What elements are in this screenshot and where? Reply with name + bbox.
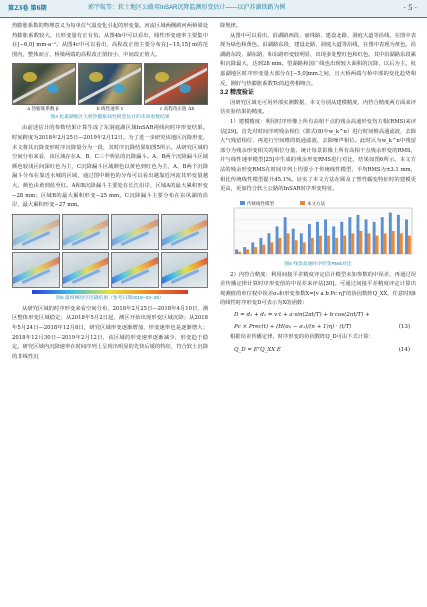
bar-proposed-method [376, 235, 379, 253]
paragraph: 2）内符合精度：利用间接平差精度评定估计模型未知参数的中误差，再通过误差传播定律计算时序形变值的中误差来评估[30]。可通过间接平差精度评定计算出观测值的单位权中误差σ₀和形变参数X=[v a b Pc η]ᵀ的协因数阵Q_XX，任意时刻t的线性时序形变D可表示为X的函数： [220, 271, 416, 307]
time-series-map [62, 214, 110, 250]
running-header [0, 0, 427, 18]
bar-linear-model [397, 215, 400, 254]
bar-linear-model [251, 242, 254, 254]
bar-proposed-method [254, 247, 257, 254]
paragraph: 根据误差传播定律，时序形变的协因数阵Q_D可由下式计算： [230, 334, 374, 341]
legend-label: 本文方法 [307, 201, 325, 207]
figure-5-caption: 图5 最终网时序沉降结果（参考日期2018−02−25） [56, 295, 164, 301]
bar-linear-model [356, 215, 359, 254]
bar-linear-model [405, 219, 408, 254]
bar-proposed-method [238, 251, 241, 253]
bar-proposed-method [311, 238, 314, 254]
bar-proposed-method [246, 249, 249, 254]
linear-rate-map [78, 63, 142, 105]
bar-proposed-method [270, 242, 273, 254]
subcaption-a: a 热膨胀系数 β [27, 107, 59, 113]
equation-13-line-2 [220, 321, 416, 333]
equation-number: (13) [398, 324, 410, 331]
bar-linear-model [373, 221, 376, 253]
time-series-map [111, 214, 159, 250]
rms-bar-chart [220, 198, 416, 260]
bar-linear-model [259, 238, 262, 254]
time-series-map [161, 214, 209, 250]
bar-linear-model [243, 247, 246, 254]
colorbar [32, 290, 188, 294]
time-series-map-grid [12, 214, 208, 288]
bar-linear-model [389, 212, 392, 253]
bar-proposed-method [408, 235, 411, 253]
equation-14 [220, 343, 416, 357]
legend-swatch [300, 201, 305, 205]
thermal-coefficient-map [12, 63, 76, 105]
bar-linear-model [365, 219, 368, 254]
bar-proposed-method [368, 233, 371, 254]
bar-linear-model [308, 224, 311, 254]
equation-number: (14) [398, 346, 410, 353]
legend-swatch [240, 201, 245, 205]
journal-issue: 第23卷 第6期 [8, 5, 47, 12]
paragraph: 由前述估计的参数结果计算生成了东洞庭湖区域InSAR视线向时序形变结果。时间跨度为2018年2月25日—2019年2月12日。为了进一步研究该地区沉降形变，本文将其沉降变形时序沉降量分为一段，其时序沉降结果如图5所示。从研究区域的空间分布来看，该区域存在A、B、C三个明显的沉降漏斗。A、B两个沉降漏斗区域颜色较浅区间深红色为主，C沉降漏斗区域颜色以黄色到红色为主，A、B两个沉降漏斗分布在靠近水城的区域，通过图中颜色的分布可以看出越靠近河流其形变量越大。颜色由黄到蓝至红。A和B沉降漏斗主要处在长江沿岸，区域A的最大累积形变−28 mm；区域B的最大累积形变−25 mm。C沉降漏斗主要分布在东风湖的沿岸，最大累积形变−27 mm。 [12, 125, 208, 209]
bar-proposed-method [262, 244, 265, 253]
bar-proposed-method [303, 242, 306, 254]
bar-proposed-method [359, 231, 362, 254]
figure-6-caption: 图6 残余高通时序形变RMS对比 [284, 261, 352, 267]
bar-linear-model [381, 217, 384, 254]
right-column [220, 22, 416, 357]
figure-5 [12, 214, 208, 302]
equation-text: D = d₁ + d₂ = v·t + a·sin(2πt/T) + b·cos(2πt/T) + [234, 312, 370, 319]
bar-linear-model [267, 233, 270, 254]
bar-linear-model [276, 226, 279, 254]
bar-proposed-method [335, 238, 338, 254]
paragraph: 1）建模精度：利用时序形像上所有高相干点的残余高通形变均方根(RMS)来评估[29]。首先对时间序列残余相位（即式(8)中w_k^n）进行时间维高通滤波，去除大气残留相位，再进行空间维的低通滤波，去除噪声相位。此时认为w_k^n中残留部分为残余形变相关的相位分量。统计每景影像上所有高相干点残余形变的RMS，并与线性速率模型[25]中生成的残余形变RMS进行对比，结果如图6所示。本文方法的残余形变RMS在时间序列上均要小于传统线性模型，平均RMS为±3.1 mm，相比传统线性模型提升45.1%。证实了本文方法在顾及了塑性蠕变特征时的建模更更高，更加符合软土公路的InSAR时序形变特征。 [220, 118, 416, 193]
figure-4 [12, 63, 208, 121]
equation-text: Pc × Prec(t) + (H(σ₀ − σ₁)/(n + 1)η) · (t/T) [234, 324, 352, 331]
time-series-map [161, 252, 209, 288]
equation-text: Q_D = EᵀQ_XX E [234, 346, 281, 353]
bar-proposed-method [279, 238, 282, 254]
running-title: 郭宇航等：软土地区公路用InSAR沉降监测形变估计——以沪苏湖铁路为例 [88, 5, 286, 11]
figure-4-caption: 图4 杭嘉湖地区大桥热膨胀线性模型估计的未知参数结果 [50, 115, 170, 121]
bar-proposed-method [327, 235, 330, 253]
left-column [12, 22, 208, 362]
height-correction-map [144, 63, 208, 105]
legend-label: 传统线性模型 [247, 201, 274, 207]
paragraph: 从研究区域的时序形变来看空间分布，2018年2月25日—2018年4月10日，测区整体形变区域稳定；从2018年5月2日起，测区开始出现形变区域沉降；从2018年5月24日—2018年12月8日，研究区域形变逐渐增加，形变速率也是逐渐增大；2018年12月30日—2019年2月12日，该区域的形变速率逐渐减少，形变趋于稳定。研究区域内沉降速率在时间序列上呈现出明显的先快后缓的特征，符合软土沉降的非线性沉 [12, 305, 208, 360]
subcaption-c: c 高程改正值 Δh [159, 107, 195, 113]
page-number: · 5 · [403, 4, 417, 12]
bar-proposed-method [295, 240, 298, 254]
bar-linear-model [284, 217, 287, 254]
bar-proposed-method [392, 231, 395, 254]
paragraph: 热膨胀系数的物理意义为每单位气温变化引起的形变量。河流区域两侧跨河两桥梁处热膨胀系数较大，且形变量有正有负。从图4b中可以看出，线性形变速率主要集中在[−6,0] mm·a⁻¹。从图4c中可以看出，高程改正值主要分布在[−15,15] m的范围内，整体而言，桥梁两端的高程改正值较小，中间改正值大。 [12, 23, 208, 58]
bar-linear-model [340, 221, 343, 253]
bar-linear-model [332, 226, 335, 254]
section-heading: 3.2 精度验证 [220, 90, 255, 97]
bar-proposed-method [319, 235, 322, 253]
figure-6 [220, 198, 416, 268]
bar-linear-model [300, 233, 303, 254]
bar-linear-model [316, 221, 319, 253]
bar-linear-model [235, 249, 238, 254]
bar-linear-model [292, 228, 295, 253]
paragraph: 因研究区域无可用外部实测数据，本文分别从建模精度、内符合精度两方面来评估实验结果的精度。 [220, 99, 416, 116]
bar-proposed-method [384, 233, 387, 254]
time-series-map [12, 214, 60, 250]
subcaption-b: b 线性速率 v [96, 107, 124, 113]
paragraph: 降规律。 [220, 23, 242, 29]
time-series-map [12, 252, 60, 288]
bar-linear-model [324, 219, 327, 254]
time-series-map [111, 252, 159, 288]
equation-13-line-1 [220, 309, 416, 321]
bar-linear-model [348, 217, 351, 254]
time-series-map [62, 252, 110, 288]
bar-proposed-method [287, 233, 290, 254]
bar-proposed-method [351, 233, 354, 254]
paragraph: 从图中可以看出，沿湖路西段、丽珠路、建设北路、洞庭大道等沿线，在图中表现为绿色和黄色。沿湖路东段、建设北路、洞庭大道等沿线，在图中表现为黄色。沿湖路东段、湖东路、和东路形变较明显，出现多处整红色和红色。其中沿湖路东段累积沉降最大，达到28 mm。望湖路和国广线也出现较大面积的沉降，以后为主。杭嘉湖地区时序形变量大部分在[−5,0]mm之间，且大桥两端与桥中部的变化趋势相反，刚好与热膨胀系数Tc的趋势相吻合。 [220, 32, 416, 87]
bar-proposed-method [343, 235, 346, 253]
bar-proposed-method [400, 233, 403, 254]
